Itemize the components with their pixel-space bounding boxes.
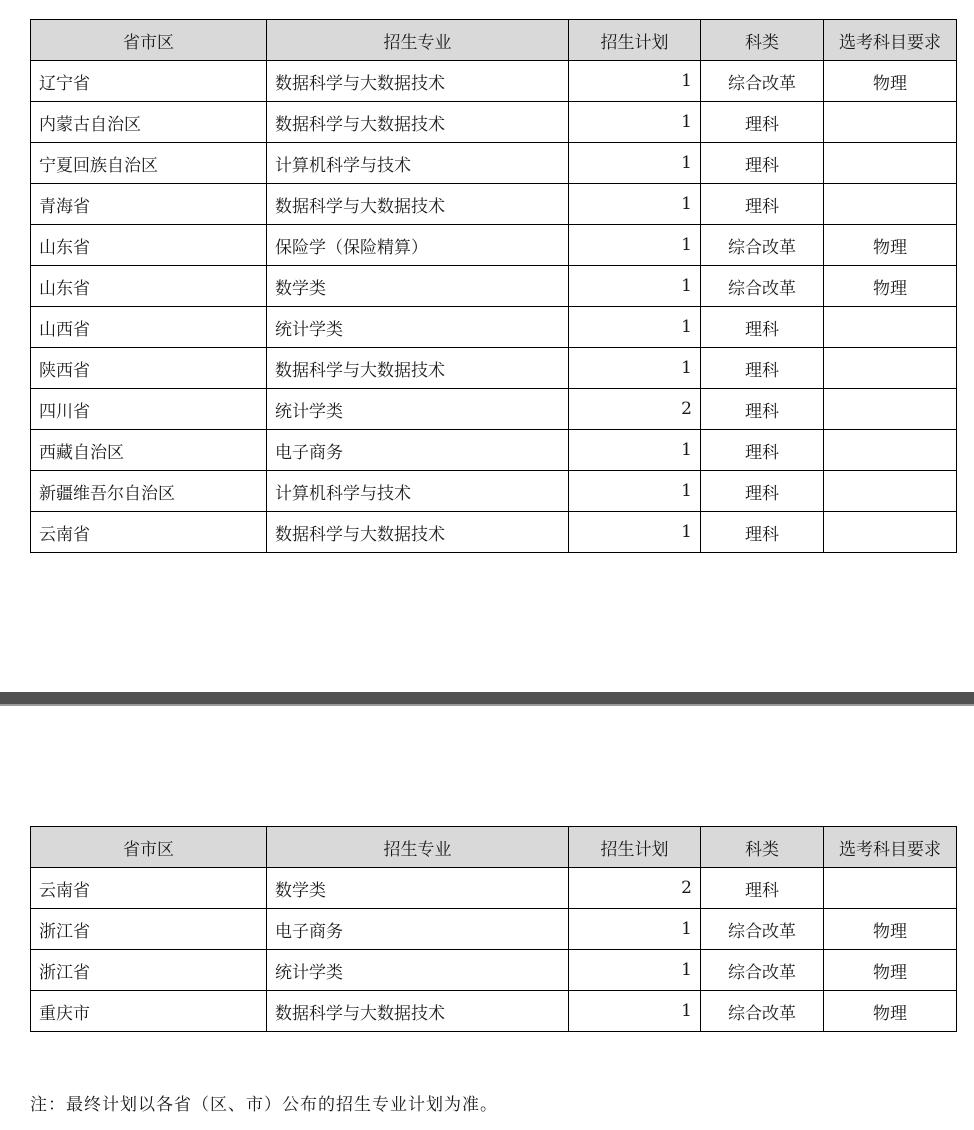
cell-plan: 1 bbox=[569, 430, 701, 471]
cell-category: 综合改革 bbox=[701, 950, 824, 991]
cell-major: 统计学类 bbox=[267, 389, 569, 430]
cell-major: 统计学类 bbox=[267, 307, 569, 348]
cell-category: 综合改革 bbox=[701, 61, 824, 102]
cell-subject: 物理 bbox=[824, 909, 957, 950]
cell-subject: 物理 bbox=[824, 225, 957, 266]
cell-category: 理科 bbox=[701, 389, 824, 430]
cell-plan: 1 bbox=[569, 184, 701, 225]
table-row bbox=[31, 266, 957, 307]
header-plan: 招生计划 bbox=[569, 827, 701, 868]
cell-category: 理科 bbox=[701, 348, 824, 389]
table-header-row bbox=[31, 827, 957, 868]
cell-subject bbox=[824, 512, 957, 553]
cell-province: 浙江省 bbox=[31, 909, 267, 950]
cell-province: 宁夏回族自治区 bbox=[31, 143, 267, 184]
table-row bbox=[31, 430, 957, 471]
table-row bbox=[31, 991, 957, 1032]
cell-category: 理科 bbox=[701, 102, 824, 143]
cell-plan: 2 bbox=[569, 389, 701, 430]
cell-province: 山东省 bbox=[31, 266, 267, 307]
table-row bbox=[31, 143, 957, 184]
cell-category: 理科 bbox=[701, 868, 824, 909]
header-subject: 选考科目要求 bbox=[824, 20, 957, 61]
table-row bbox=[31, 225, 957, 266]
cell-category: 综合改革 bbox=[701, 266, 824, 307]
cell-subject bbox=[824, 471, 957, 512]
cell-province: 云南省 bbox=[31, 868, 267, 909]
cell-major: 数据科学与大数据技术 bbox=[267, 512, 569, 553]
table-row bbox=[31, 909, 957, 950]
table-row bbox=[31, 348, 957, 389]
cell-major: 计算机科学与技术 bbox=[267, 471, 569, 512]
cell-province: 青海省 bbox=[31, 184, 267, 225]
cell-major: 数据科学与大数据技术 bbox=[267, 61, 569, 102]
cell-major: 电子商务 bbox=[267, 909, 569, 950]
cell-subject bbox=[824, 389, 957, 430]
header-category: 科类 bbox=[701, 20, 824, 61]
cell-plan: 1 bbox=[569, 61, 701, 102]
cell-plan: 1 bbox=[569, 348, 701, 389]
cell-major: 数据科学与大数据技术 bbox=[267, 991, 569, 1032]
table-row bbox=[31, 184, 957, 225]
table-row bbox=[31, 868, 957, 909]
cell-subject bbox=[824, 143, 957, 184]
cell-subject: 物理 bbox=[824, 950, 957, 991]
cell-province: 重庆市 bbox=[31, 991, 267, 1032]
cell-category: 综合改革 bbox=[701, 991, 824, 1032]
cell-major: 电子商务 bbox=[267, 430, 569, 471]
cell-subject bbox=[824, 430, 957, 471]
enrollment-table-1 bbox=[30, 19, 957, 553]
cell-province: 山西省 bbox=[31, 307, 267, 348]
cell-category: 理科 bbox=[701, 307, 824, 348]
cell-province: 浙江省 bbox=[31, 950, 267, 991]
cell-subject: 物理 bbox=[824, 991, 957, 1032]
footnote: 注：最终计划以各省（区、市）公布的招生专业计划为准。 bbox=[30, 1095, 498, 1115]
cell-plan: 1 bbox=[569, 225, 701, 266]
cell-subject bbox=[824, 102, 957, 143]
cell-major: 数学类 bbox=[267, 868, 569, 909]
cell-plan: 1 bbox=[569, 307, 701, 348]
table-row bbox=[31, 61, 957, 102]
header-major: 招生专业 bbox=[267, 827, 569, 868]
cell-subject bbox=[824, 307, 957, 348]
cell-category: 理科 bbox=[701, 143, 824, 184]
cell-province: 辽宁省 bbox=[31, 61, 267, 102]
header-province: 省市区 bbox=[31, 827, 267, 868]
cell-plan: 1 bbox=[569, 909, 701, 950]
cell-category: 理科 bbox=[701, 184, 824, 225]
cell-major: 数据科学与大数据技术 bbox=[267, 184, 569, 225]
cell-major: 统计学类 bbox=[267, 950, 569, 991]
cell-plan: 1 bbox=[569, 102, 701, 143]
cell-province: 内蒙古自治区 bbox=[31, 102, 267, 143]
cell-major: 数据科学与大数据技术 bbox=[267, 348, 569, 389]
cell-province: 新疆维吾尔自治区 bbox=[31, 471, 267, 512]
cell-province: 西藏自治区 bbox=[31, 430, 267, 471]
table-row bbox=[31, 307, 957, 348]
cell-province: 云南省 bbox=[31, 512, 267, 553]
cell-province: 四川省 bbox=[31, 389, 267, 430]
cell-plan: 2 bbox=[569, 868, 701, 909]
cell-category: 综合改革 bbox=[701, 909, 824, 950]
page-separator bbox=[0, 692, 974, 706]
cell-category: 综合改革 bbox=[701, 225, 824, 266]
table-header-row bbox=[31, 20, 957, 61]
header-plan: 招生计划 bbox=[569, 20, 701, 61]
table-row bbox=[31, 950, 957, 991]
cell-category: 理科 bbox=[701, 512, 824, 553]
cell-major: 数据科学与大数据技术 bbox=[267, 102, 569, 143]
table-row bbox=[31, 471, 957, 512]
cell-plan: 1 bbox=[569, 143, 701, 184]
enrollment-table-2 bbox=[30, 826, 957, 1032]
cell-plan: 1 bbox=[569, 950, 701, 991]
cell-province: 山东省 bbox=[31, 225, 267, 266]
cell-province: 陕西省 bbox=[31, 348, 267, 389]
cell-subject: 物理 bbox=[824, 61, 957, 102]
header-category: 科类 bbox=[701, 827, 824, 868]
cell-subject bbox=[824, 184, 957, 225]
cell-plan: 1 bbox=[569, 471, 701, 512]
cell-subject bbox=[824, 868, 957, 909]
cell-major: 计算机科学与技术 bbox=[267, 143, 569, 184]
cell-major: 数学类 bbox=[267, 266, 569, 307]
header-subject: 选考科目要求 bbox=[824, 827, 957, 868]
cell-plan: 1 bbox=[569, 991, 701, 1032]
table-row bbox=[31, 389, 957, 430]
header-major: 招生专业 bbox=[267, 20, 569, 61]
cell-category: 理科 bbox=[701, 471, 824, 512]
cell-plan: 1 bbox=[569, 512, 701, 553]
cell-category: 理科 bbox=[701, 430, 824, 471]
cell-major: 保险学（保险精算） bbox=[267, 225, 569, 266]
cell-plan: 1 bbox=[569, 266, 701, 307]
cell-subject: 物理 bbox=[824, 266, 957, 307]
header-province: 省市区 bbox=[31, 20, 267, 61]
cell-subject bbox=[824, 348, 957, 389]
table-row bbox=[31, 512, 957, 553]
table-row bbox=[31, 102, 957, 143]
